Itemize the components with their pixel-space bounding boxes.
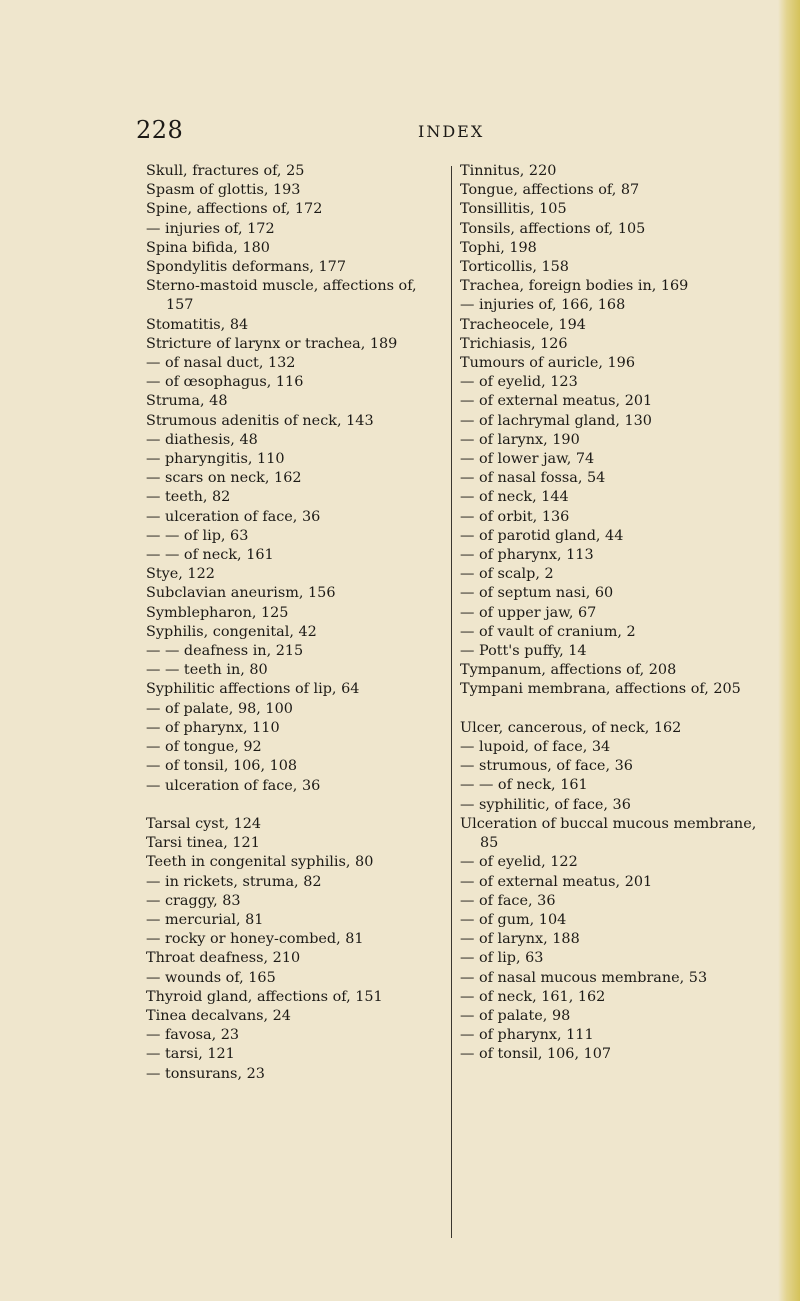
index-entry: Tarsal cyst, 124: [146, 815, 262, 832]
index-entry: Tympani membrana, affections of, 205: [460, 681, 741, 698]
index-entry: — in rickets, struma, 82: [146, 873, 322, 890]
index-entry: — rocky or honey-combed, 81: [146, 931, 364, 948]
index-entry: — pharyngitis, 110: [146, 451, 285, 468]
index-entry: — of scalp, 2: [460, 566, 554, 583]
index-entry: Ulcer, cancerous, of neck, 162: [460, 719, 682, 736]
index-entry: Tophi, 198: [460, 239, 537, 256]
index-entry: Spondylitis deformans, 177: [146, 259, 346, 276]
index-entry: — of larynx, 190: [460, 431, 580, 448]
index-entry: — — of neck, 161: [146, 547, 274, 564]
index-entry: — mercurial, 81: [146, 911, 264, 928]
index-column-left: [146, 162, 444, 1084]
index-entry: Ulceration of buccal mucous membrane, 85: [460, 815, 757, 852]
index-entry: — craggy, 83: [146, 892, 241, 909]
index-entry: — of neck, 161, 162: [460, 988, 606, 1005]
index-entry: — wounds of, 165: [146, 969, 276, 986]
index-entry: Tinea decalvans, 24: [146, 1007, 291, 1024]
index-entry: — of orbit, 136: [460, 508, 570, 525]
index-entry: Tonsils, affections of, 105: [460, 220, 646, 237]
index-entry: — Pott's puffy, 14: [460, 643, 587, 660]
index-entry: — ulceration of face, 36: [146, 777, 321, 794]
section-gap: [146, 796, 444, 815]
index-entry: Syphilitic affections of lip, 64: [146, 681, 360, 698]
index-entry: Tonsillitis, 105: [460, 201, 567, 218]
index-entry: — teeth, 82: [146, 489, 231, 506]
index-entry: — of nasal duct, 132: [146, 355, 296, 372]
index-entry: — of lachrymal gland, 130: [460, 412, 652, 429]
index-entry: Tongue, affections of, 87: [460, 182, 640, 199]
index-entry: — of gum, 104: [460, 911, 567, 928]
index-entry: — of septum nasi, 60: [460, 585, 614, 602]
index-entry: — — teeth in, 80: [146, 662, 268, 679]
index-entry: — of face, 36: [460, 892, 556, 909]
index-entry: — lupoid, of face, 34: [460, 739, 611, 756]
index-column-right: [460, 162, 760, 1065]
index-entry: Subclavian aneurism, 156: [146, 585, 336, 602]
index-entry: — tonsurans, 23: [146, 1065, 265, 1082]
index-entry: Spina bifida, 180: [146, 239, 270, 256]
page-header: [0, 116, 800, 146]
index-entry: Skull, fractures of, 25: [146, 163, 305, 179]
index-entry: Tumours of auricle, 196: [460, 355, 635, 372]
index-entry: Sterno-mastoid muscle, affections of, 157: [146, 278, 417, 314]
index-entry: — strumous, of face, 36: [460, 758, 633, 775]
page-edge: [778, 0, 800, 1301]
index-entry: — scars on neck, 162: [146, 470, 302, 487]
index-entry: — of nasal fossa, 54: [460, 470, 606, 487]
index-entry: Struma, 48: [146, 393, 228, 410]
index-entry: — of eyelid, 122: [460, 854, 578, 871]
index-entry: — — deafness in, 215: [146, 643, 304, 660]
index-entry: Tracheocele, 194: [460, 316, 586, 333]
index-entry: Tinnitus, 220: [460, 163, 557, 179]
index-entry: Symblepharon, 125: [146, 604, 289, 621]
index-entry: — — of neck, 161: [460, 777, 588, 794]
index-entry: — of pharynx, 113: [460, 547, 594, 564]
index-entry: — of pharynx, 110: [146, 719, 280, 736]
index-entry: — injuries of, 172: [146, 220, 275, 237]
index-entry: — of external meatus, 201: [460, 873, 653, 890]
index-entry: Teeth in congenital syphilis, 80: [146, 854, 374, 871]
index-entry: — of tonsil, 106, 107: [460, 1046, 612, 1063]
index-entry: — injuries of, 166, 168: [460, 297, 626, 314]
index-entry: — — of lip, 63: [146, 527, 249, 544]
section-gap: [460, 700, 760, 719]
column-divider: [451, 166, 452, 1238]
index-entry: — syphilitic, of face, 36: [460, 796, 631, 813]
index-entry: Spasm of glottis, 193: [146, 182, 301, 199]
index-entry: — of lower jaw, 74: [460, 451, 595, 468]
index-entry: Tarsi tinea, 121: [146, 835, 260, 852]
index-entry: — of tonsil, 106, 108: [146, 758, 298, 775]
index-entry: — ulceration of face, 36: [146, 508, 321, 525]
index-entry: Stye, 122: [146, 566, 215, 583]
index-entry: — of parotid gland, 44: [460, 527, 624, 544]
index-entry: Thyroid gland, affections of, 151: [146, 988, 383, 1005]
index-entry: Stricture of larynx or trachea, 189: [146, 335, 398, 352]
index-entry: Spine, affections of, 172: [146, 201, 323, 218]
index-entry: — diathesis, 48: [146, 431, 258, 448]
index-entry: Stomatitis, 84: [146, 316, 249, 333]
index-entry: Torticollis, 158: [460, 259, 569, 276]
index-entry: — tarsi, 121: [146, 1046, 235, 1063]
running-head: INDEX: [418, 122, 485, 141]
index-entry: — of eyelid, 123: [460, 374, 578, 391]
index-entry: — of tongue, 92: [146, 739, 262, 756]
index-entry: — of œsophagus, 116: [146, 374, 304, 391]
index-entry: — of nasal mucous membrane, 53: [460, 969, 708, 986]
index-entry: — of lip, 63: [460, 950, 544, 967]
index-entry: Syphilis, congenital, 42: [146, 623, 317, 640]
index-entry: — favosa, 23: [146, 1027, 240, 1044]
index-entry: — of neck, 144: [460, 489, 569, 506]
index-entry: — of palate, 98: [460, 1007, 571, 1024]
index-entry: — of external meatus, 201: [460, 393, 653, 410]
index-entry: Trichiasis, 126: [460, 335, 568, 352]
index-entry: Trachea, foreign bodies in, 169: [460, 278, 689, 295]
index-entry: Strumous adenitis of neck, 143: [146, 412, 374, 429]
index-entry: — of larynx, 188: [460, 931, 580, 948]
index-entry: — of pharynx, 111: [460, 1027, 594, 1044]
index-entry: — of vault of cranium, 2: [460, 623, 636, 640]
index-entry: — of palate, 98, 100: [146, 700, 293, 717]
page-number: 228: [136, 116, 184, 144]
index-entry: Throat deafness, 210: [146, 950, 301, 967]
index-entry: — of upper jaw, 67: [460, 604, 597, 621]
index-entry: Tympanum, affections of, 208: [460, 662, 677, 679]
